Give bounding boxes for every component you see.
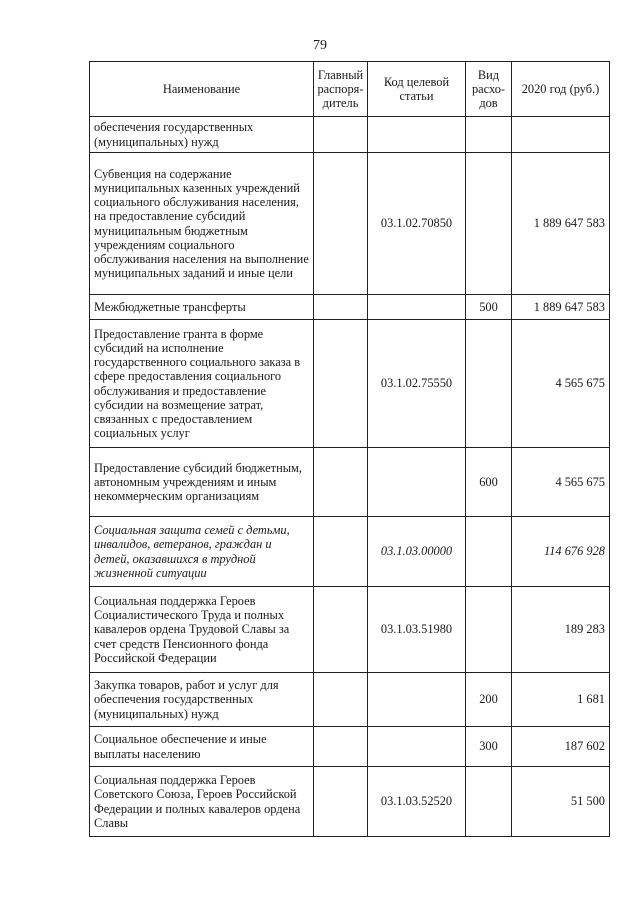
table-row — [90, 117, 610, 153]
budget-table — [89, 61, 610, 837]
row-admin — [314, 448, 368, 517]
table-header-row — [90, 62, 610, 117]
row-amount: 187 602 — [512, 727, 610, 767]
row-amount: 114 676 928 — [512, 517, 610, 587]
row-type: 500 — [466, 295, 512, 320]
row-type — [466, 153, 512, 295]
table-row — [90, 673, 610, 727]
row-type: 300 — [466, 727, 512, 767]
row-code — [368, 448, 466, 517]
row-name: Предоставление гранта в форме субсидий на исполнение государственного социального заказа в сфере предоставления социального обслуживания и предоставление субсидии на возмещение затрат, связанных с предоставлением социальных услуг — [90, 320, 314, 448]
row-name: Закупка товаров, работ и услуг для обеспечения государственных (муниципальных) нужд — [90, 673, 314, 727]
row-amount — [512, 117, 610, 153]
row-admin — [314, 727, 368, 767]
row-type — [466, 767, 512, 837]
row-name: Межбюджетные трансферты — [90, 295, 314, 320]
header-type: Вид расхо-дов — [466, 62, 512, 117]
row-name: Социальное обеспечение и иные выплаты населению — [90, 727, 314, 767]
table-row — [90, 295, 610, 320]
page-number: 79 — [313, 38, 327, 53]
header-admin: Главный распоря-дитель — [314, 62, 368, 117]
table-row — [90, 517, 610, 587]
table-row — [90, 587, 610, 673]
row-admin — [314, 117, 368, 153]
row-amount: 1 889 647 583 — [512, 153, 610, 295]
table-row — [90, 767, 610, 837]
row-name: Социальная защита семей с детьми, инвалидов, ветеранов, граждан и детей, оказавшихся в трудной жизненной ситуации — [90, 517, 314, 587]
row-type — [466, 320, 512, 448]
row-type — [466, 587, 512, 673]
row-admin — [314, 517, 368, 587]
row-name: Социальная поддержка Героев Советского Союза, Героев Российской Федерации и полных кавалеров ордена Славы — [90, 767, 314, 837]
row-type — [466, 517, 512, 587]
row-admin — [314, 673, 368, 727]
row-amount: 4 565 675 — [512, 448, 610, 517]
row-admin — [314, 587, 368, 673]
row-code: 03.1.02.75550 — [368, 320, 466, 448]
row-admin — [314, 295, 368, 320]
row-amount: 189 283 — [512, 587, 610, 673]
header-name: Наименование — [90, 62, 314, 117]
header-year: 2020 год (руб.) — [512, 62, 610, 117]
row-amount: 1 889 647 583 — [512, 295, 610, 320]
table-row — [90, 153, 610, 295]
row-name: Предоставление субсидий бюджетным, автономным учреждениям и иным некоммерческим организациям — [90, 448, 314, 517]
table-row — [90, 320, 610, 448]
row-code: 03.1.02.70850 — [368, 153, 466, 295]
row-admin — [314, 153, 368, 295]
row-type — [466, 117, 512, 153]
header-code: Код целевой статьи — [368, 62, 466, 117]
row-code: 03.1.03.51980 — [368, 587, 466, 673]
row-name: Социальная поддержка Героев Социалистического Труда и полных кавалеров ордена Трудовой Славы за счет средств Пенсионного фонда Российской Федерации — [90, 587, 314, 673]
row-type: 600 — [466, 448, 512, 517]
row-name: обеспечения государственных (муниципальных) нужд — [90, 117, 314, 153]
row-code — [368, 673, 466, 727]
row-code — [368, 727, 466, 767]
row-admin — [314, 767, 368, 837]
row-code: 03.1.03.52520 — [368, 767, 466, 837]
row-code — [368, 295, 466, 320]
row-amount: 4 565 675 — [512, 320, 610, 448]
row-code — [368, 117, 466, 153]
table-row — [90, 448, 610, 517]
table-row — [90, 727, 610, 767]
row-name: Субвенция на содержание муниципальных казенных учреждений социального обслуживания населения, на предоставление субсидий муниципальным бюджетным учреждениям социального обслуживания населения на выполнение муниципальных заданий и иные цели — [90, 153, 314, 295]
row-admin — [314, 320, 368, 448]
row-amount: 1 681 — [512, 673, 610, 727]
row-code: 03.1.03.00000 — [368, 517, 466, 587]
row-amount: 51 500 — [512, 767, 610, 837]
row-type: 200 — [466, 673, 512, 727]
